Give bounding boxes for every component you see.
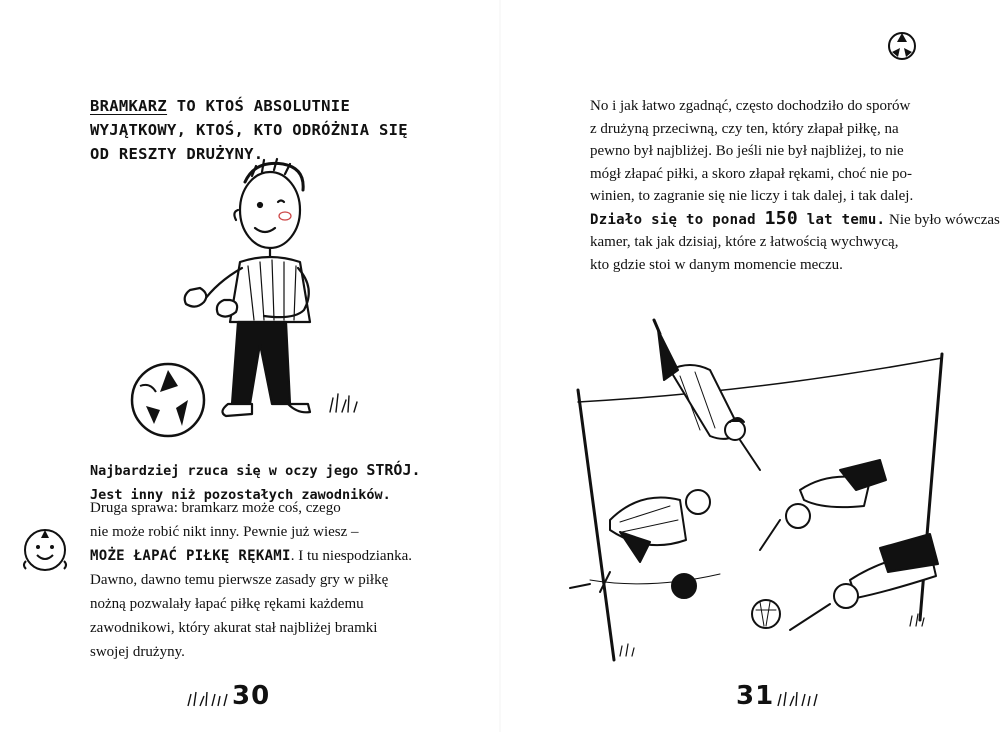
body-right-hand-num: 150 [764, 207, 798, 229]
highlight-line-1 [90, 458, 420, 483]
intro-line-2: WYJĄTKOWY, KTOŚ, KTO ODRÓŻNIA SIĘ [90, 121, 408, 139]
body-right-line-5: winien, to zagranie się nie liczy i tak dalej, i tak dalej. [590, 188, 914, 204]
grass-tuft-icon [186, 690, 230, 708]
intro-line-1-rest: TO KTOŚ ABSOLUTNIE [176, 97, 351, 115]
highlight-line-1-text: Najbardziej rzuca się w oczy jego [90, 463, 367, 479]
body-right-hand-b: lat temu. [798, 211, 886, 228]
football-illustration [128, 360, 208, 440]
page-number-left: 30 [232, 681, 271, 711]
intro-underlined-word: BRAMKARZ [90, 97, 168, 115]
body-left-line-5: nożną pozwalały łapać piłkę rękami każdemu [90, 596, 364, 612]
players-scramble-illustration [550, 310, 980, 670]
smiling-ball-icon [20, 525, 70, 575]
grass-tuft-icon [776, 690, 820, 708]
body-right-line-3: pewno był najbliżej. Bo jeśli nie był najbliżej, to nie [590, 143, 904, 159]
intro-line-3: OD RESZTY DRUŻYNY. [90, 145, 264, 163]
body-left [90, 496, 430, 664]
body-left-line-1: Druga sprawa: bramkarz może coś, czego [90, 500, 341, 516]
body-left-hand-emph: MOŻE ŁAPAĆ PIŁKĘ RĘKAMI [90, 548, 291, 564]
body-right-line-2: z drużyną przeciwną, czy ten, który złapał piłkę, na [590, 120, 899, 137]
highlight-line-2: Jest inny niż pozostałych zawodników. [90, 487, 391, 503]
body-left-line-4: Dawno, dawno temu pierwsze zasady gry w piłkę [90, 572, 389, 588]
body-left-line-3-rest: . I tu niespodzianka. [290, 548, 412, 564]
intro-line-1 [90, 94, 420, 118]
page-number-right: 31 [736, 681, 775, 711]
body-right-hand-a: Działo się to ponad [590, 211, 765, 228]
body-left-line-6: zawodnikowi, który akurat stał najbliżej bramki [90, 620, 378, 636]
body-left-line-7: swojej drużyny. [90, 644, 185, 660]
body-left-line-2: nie może robić nikt inny. Pewnie już wiesz – [90, 524, 359, 540]
body-right-line-8: kto gdzie stoi w danym momencie meczu. [590, 256, 843, 273]
body-right-line-7: kamer, tak jak dzisiaj, które z łatwością wychwycą, [590, 234, 899, 250]
body-right [590, 95, 1000, 276]
body-right-line-6-rest: Nie było wówczas [885, 211, 1000, 228]
highlight-emph: STRÓJ. [366, 461, 421, 479]
body-right-line-1: No i jak łatwo zgadnąć, często dochodziło do sporów [590, 98, 911, 114]
body-left-line-3 [90, 544, 430, 568]
football-corner-icon [886, 30, 918, 62]
body-right-line-6 [590, 207, 1000, 232]
body-right-line-4: mógł złapać piłki, a skoro złapał rękami, choć nie po- [590, 165, 912, 182]
